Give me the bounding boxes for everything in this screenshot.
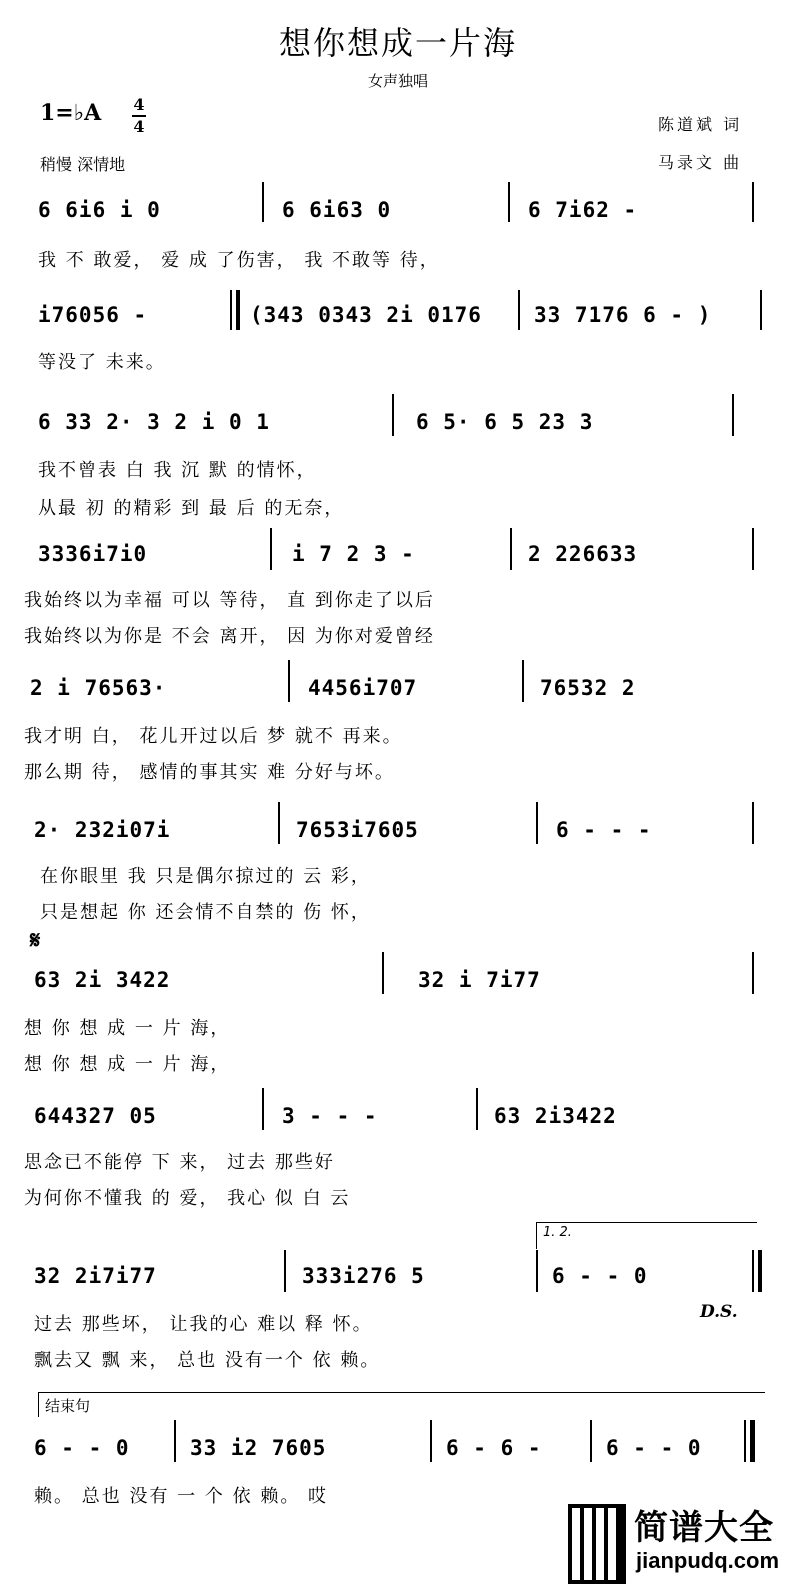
lyric-line3-verse2: 从最 初 的精彩 到 最 后 的无奈， bbox=[38, 498, 345, 519]
notes-line10-m4: 6 - - 0 bbox=[606, 1436, 702, 1460]
lyric-line5-verse2: 那么期 待， 感情的事其实 难 分好与坏。 bbox=[24, 762, 395, 783]
notes-line1-m2: 6 6i63 0 bbox=[282, 198, 392, 222]
segno-sign: 𝄋 bbox=[30, 926, 41, 954]
logo-site-name: 简谱大全 bbox=[634, 1508, 774, 1548]
barline bbox=[430, 1420, 432, 1462]
lyric-line6-verse2: 只是想起 你 还会情不自禁的 伤 怀， bbox=[40, 902, 371, 923]
dal-segno-marking: D.S. bbox=[700, 1302, 738, 1322]
notes-line2-m1: i76056 - bbox=[38, 303, 148, 327]
barline bbox=[392, 394, 394, 436]
notes-line7-m1: 63 2i 3422 bbox=[34, 968, 171, 992]
barline bbox=[382, 952, 384, 994]
notes-line8-m1: 644327 05 bbox=[34, 1104, 157, 1128]
lyric-line10-verse1: 赖。 总也 没有 一 个 依 赖。 哎 bbox=[34, 1486, 329, 1507]
lyricist-credit: 陈道斌 词 bbox=[658, 115, 743, 134]
tempo-marking: 稍慢 深情地 bbox=[40, 155, 126, 174]
notes-line4-m1: 3336i7i0 bbox=[38, 542, 148, 566]
notes-line8-m3: 63 2i3422 bbox=[494, 1104, 617, 1128]
composer-credit: 马录文 曲 bbox=[658, 153, 743, 172]
barline bbox=[752, 952, 754, 994]
lyric-line8-verse2: 为何你不懂我 的 爱， 我心 似 白 云 bbox=[24, 1188, 351, 1209]
lyric-line8-verse1: 思念已不能停 下 来， 过去 那些好 bbox=[24, 1152, 335, 1173]
barline bbox=[760, 290, 762, 330]
notes-line9-m2: 333i276 5 bbox=[302, 1264, 425, 1288]
barline bbox=[732, 394, 734, 436]
barline bbox=[590, 1420, 592, 1462]
key-signature: 1=♭A bbox=[40, 100, 102, 126]
barline bbox=[270, 528, 272, 570]
time-signature-top: 4 bbox=[133, 95, 145, 114]
barline bbox=[174, 1420, 176, 1462]
lyric-line7-verse2: 想 你 想 成 一 片 海， bbox=[24, 1054, 231, 1075]
barline bbox=[752, 528, 754, 570]
barline bbox=[518, 290, 520, 330]
barline bbox=[510, 528, 512, 570]
page-title: 想你想成一片海 bbox=[278, 24, 517, 62]
notes-line6-m2: 7653i7605 bbox=[296, 818, 419, 842]
barline bbox=[508, 182, 510, 222]
notes-line6-m1: 2· 232i07i bbox=[34, 818, 171, 842]
lyric-line2-verse1: 等没了 未来。 bbox=[38, 352, 166, 373]
page-subtitle: 女声独唱 bbox=[367, 72, 428, 90]
barline bbox=[288, 660, 290, 702]
notes-line6-m3: 6 - - - bbox=[556, 818, 652, 842]
ending-bracket: 结束句 bbox=[38, 1392, 765, 1417]
lyric-line5-verse1: 我才明 白， 花儿开过以后 梦 就不 再来。 bbox=[24, 726, 403, 747]
notes-line1-m3: 6 7i62 - bbox=[528, 198, 638, 222]
notes-line3-m1: 6 33 2· 3 2 i 0 1 bbox=[38, 410, 270, 434]
notes-line10-m2: 33 i2 7605 bbox=[190, 1436, 327, 1460]
notes-line2-m3: 33 7176 6 - ) bbox=[534, 303, 712, 327]
notes-line5-m1: 2 i 76563· bbox=[30, 676, 167, 700]
lyric-line6-verse1: 在你眼里 我 只是偶尔掠过的 云 彩， bbox=[40, 866, 371, 887]
notes-line5-m2: 4456i707 bbox=[308, 676, 418, 700]
notes-line10-m1: 6 - - 0 bbox=[34, 1436, 130, 1460]
lyric-line9-verse1: 过去 那些坏， 让我的心 难以 释 怀。 bbox=[34, 1314, 373, 1335]
notes-line10-m3: 6 - 6 - bbox=[446, 1436, 542, 1460]
barline bbox=[522, 660, 524, 702]
notes-line3-m2: 6 5· 6 5 23 3 bbox=[416, 410, 594, 434]
barline bbox=[476, 1088, 478, 1130]
logo-url: jianpudq.com bbox=[636, 1548, 779, 1573]
barline bbox=[262, 1088, 264, 1130]
notes-line7-m2: 32 i 7i77 bbox=[418, 968, 541, 992]
notes-line1-m1: 6 6i6 i 0 bbox=[38, 198, 161, 222]
final-barline-thick bbox=[750, 1420, 755, 1462]
barline bbox=[536, 1250, 538, 1292]
barline bbox=[278, 802, 280, 844]
lyric-line3-verse1: 我不曾表 白 我 沉 默 的情怀， bbox=[38, 460, 317, 481]
notes-line9-m1: 32 2i7i77 bbox=[34, 1264, 157, 1288]
final-barline bbox=[744, 1420, 746, 1462]
piano-keys-icon bbox=[568, 1504, 626, 1584]
notes-line4-m3: 2 226633 bbox=[528, 542, 638, 566]
site-logo bbox=[568, 1496, 790, 1588]
time-signature bbox=[132, 96, 146, 136]
barline bbox=[752, 182, 754, 222]
notes-line4-m2: i 7 2 3 - bbox=[292, 542, 415, 566]
repeat-start-barline bbox=[230, 290, 232, 330]
lyric-line4-verse1: 我始终以为幸福 可以 等待， 直 到你走了以后 bbox=[24, 590, 435, 611]
repeat-end-barline bbox=[752, 1250, 754, 1292]
barline bbox=[284, 1250, 286, 1292]
lyric-line9-verse2: 飘去又 飘 来， 总也 没有一个 依 赖。 bbox=[34, 1350, 381, 1371]
repeat-start-barline-thick bbox=[236, 290, 240, 330]
repeat-end-barline-thick bbox=[758, 1250, 762, 1292]
lyric-line4-verse2: 我始终以为你是 不会 离开， 因 为你对爱曾经 bbox=[24, 626, 435, 647]
volta-bracket-1-2: 1. 2. bbox=[536, 1222, 757, 1249]
barline bbox=[752, 802, 754, 844]
notes-line2-m2: (343 0343 2i 0176 bbox=[250, 303, 482, 327]
time-signature-bottom: 4 bbox=[133, 117, 145, 136]
lyric-line1-verse1: 我 不 敢爱， 爱 成 了伤害， 我 不敢等 待， bbox=[38, 250, 440, 271]
notes-line9-m3: 6 - - 0 bbox=[552, 1264, 648, 1288]
barline bbox=[262, 182, 264, 222]
barline bbox=[536, 802, 538, 844]
notes-line5-m3: 76532 2 bbox=[540, 676, 636, 700]
lyric-line7-verse1: 想 你 想 成 一 片 海， bbox=[24, 1018, 231, 1039]
notes-line8-m2: 3 - - - bbox=[282, 1104, 378, 1128]
